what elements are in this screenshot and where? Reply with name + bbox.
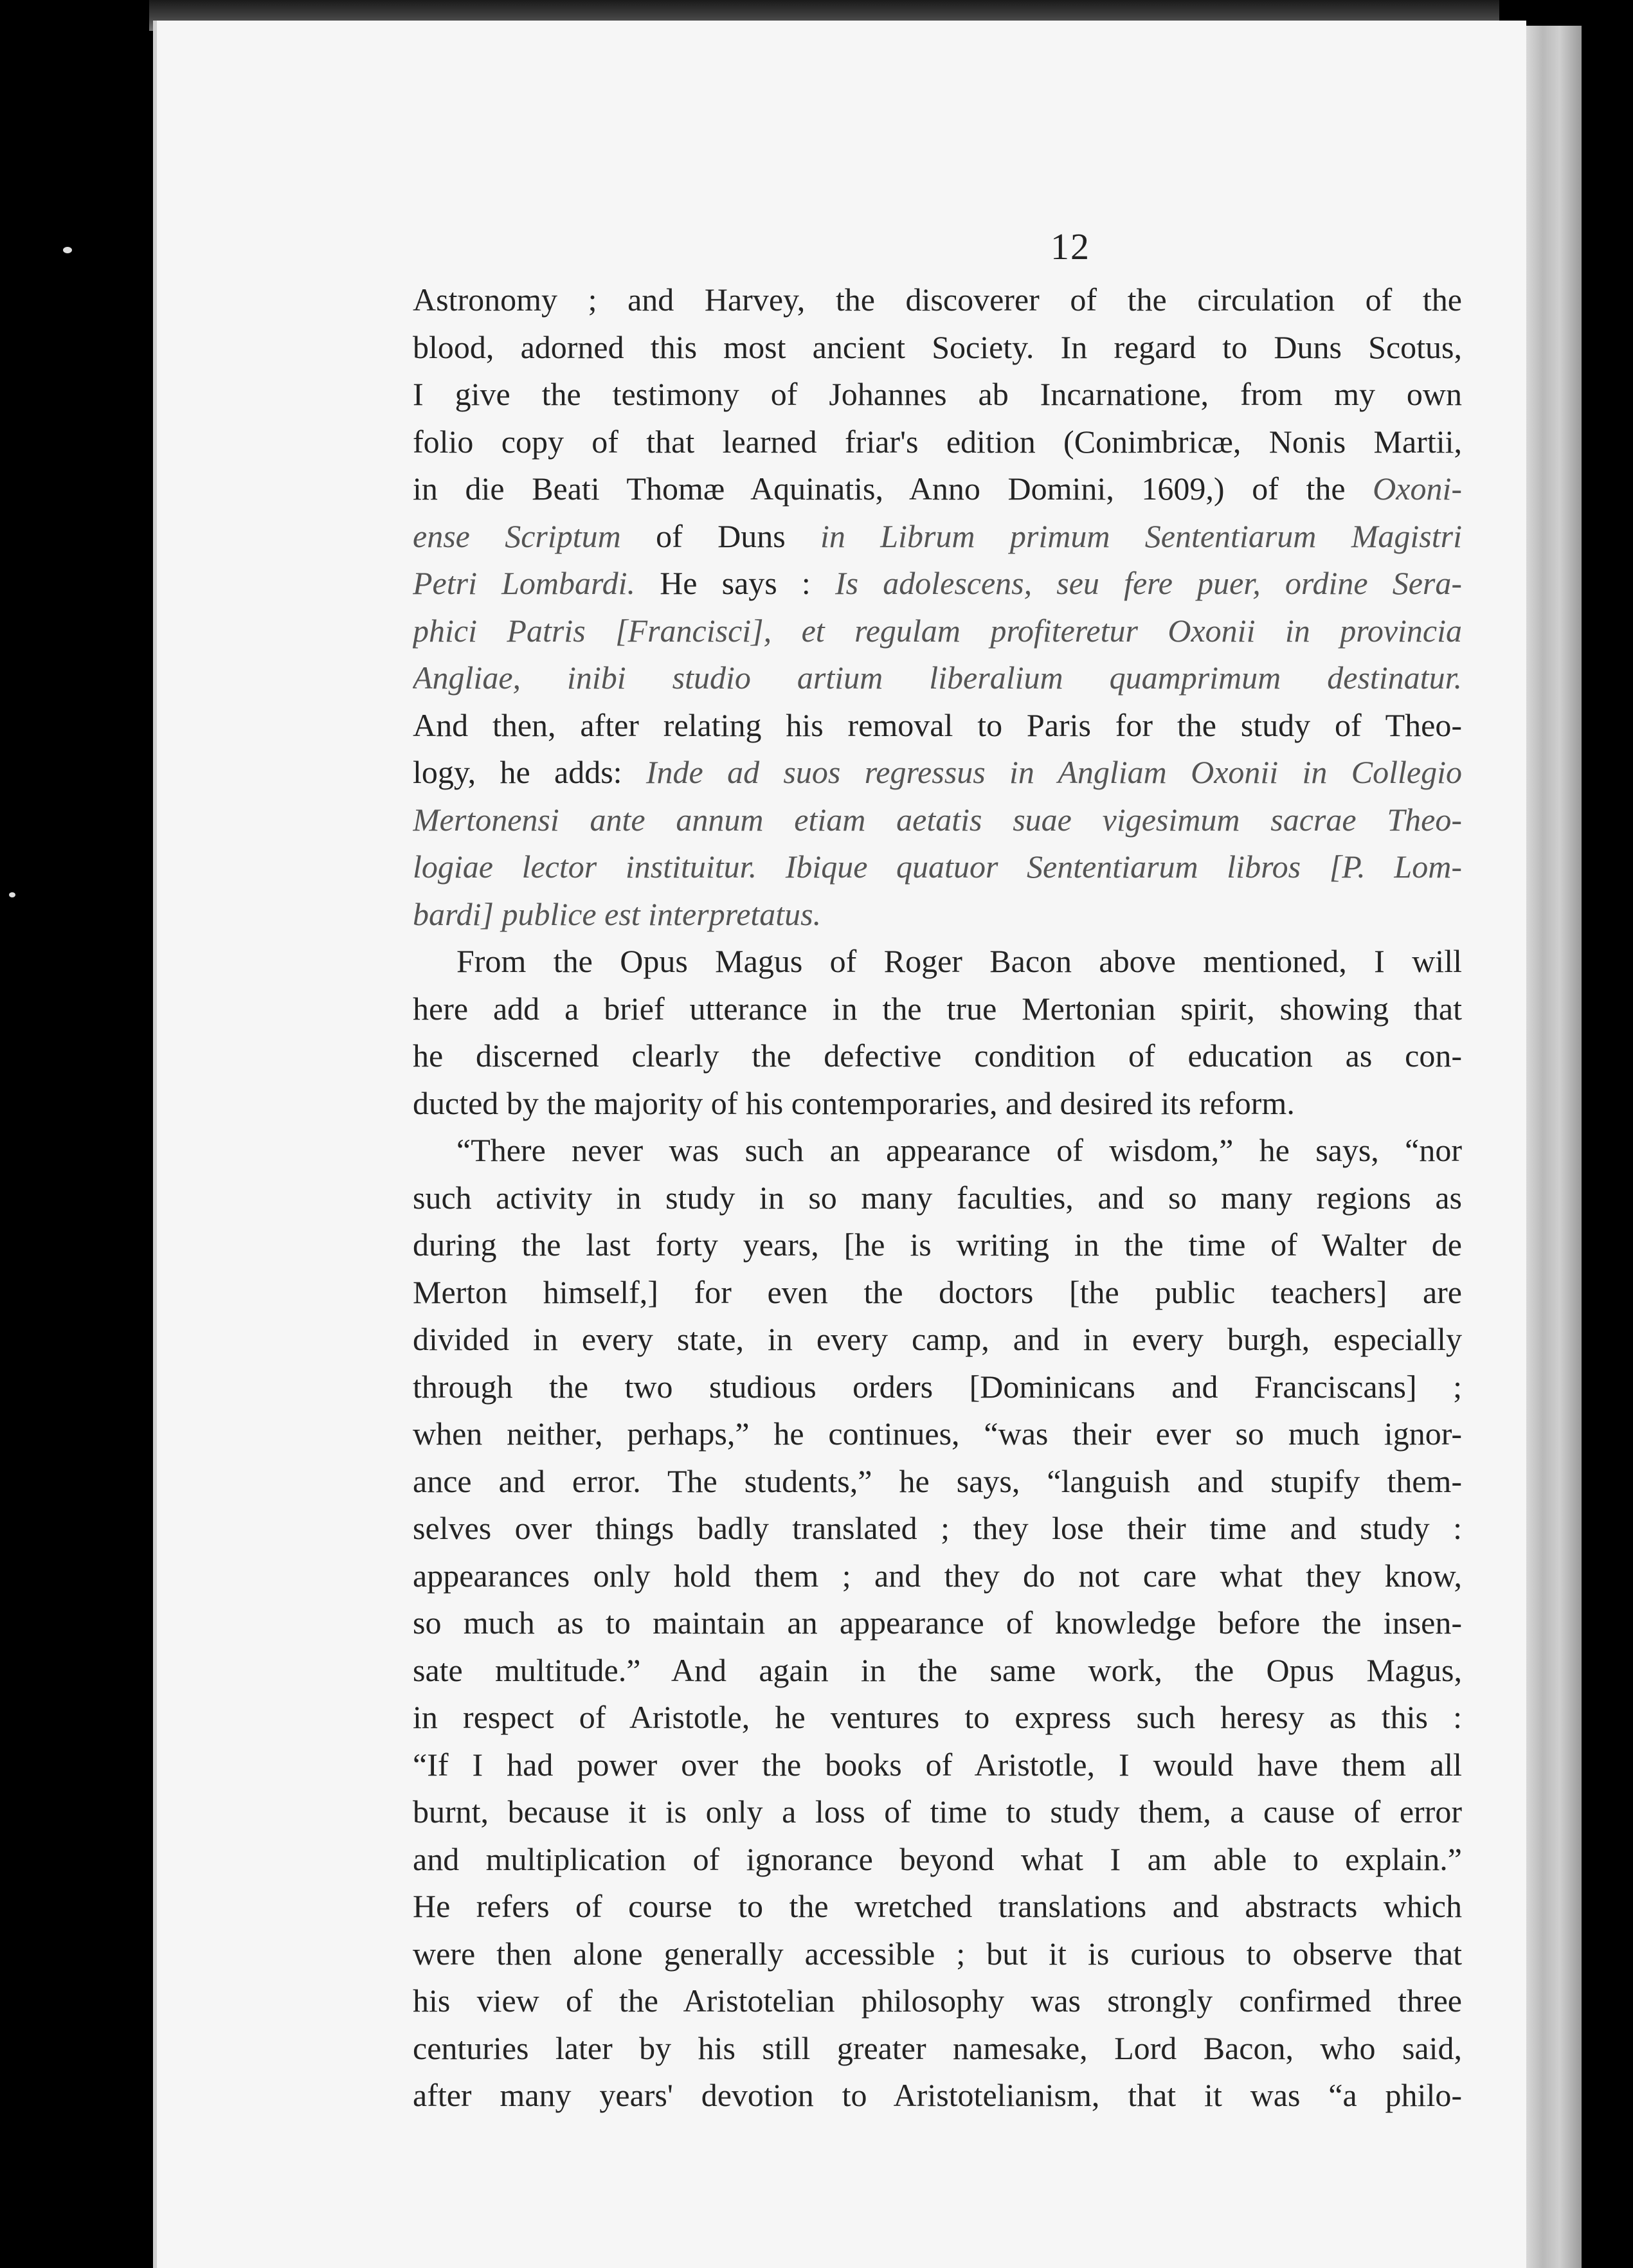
text-segment: From the Opus Magus of Roger Bacon above mentioned, I will: [456, 943, 1462, 979]
text-line: [413, 1127, 1462, 1174]
text-line: [413, 1221, 1462, 1269]
text-line: [413, 938, 1462, 986]
italic-text: in Librum primum Sententiarum Magistri: [820, 518, 1462, 554]
text-line: [413, 1410, 1462, 1458]
text-segment: burnt, because it is only a loss of time to study them, a cause of error: [413, 1794, 1462, 1830]
text-segment: logy, he adds:: [413, 754, 646, 790]
text-segment: he discerned clearly the defective condition of education as con-: [413, 1038, 1462, 1074]
text-line: [413, 1647, 1462, 1695]
text-line: [413, 843, 1462, 891]
text-segment: during the last forty years, [he is writing in the time of Walter de: [413, 1227, 1462, 1263]
text-line: [413, 1742, 1462, 1789]
italic-text: Angliae, inibi studio artium liberalium quamprimum destinatur.: [413, 660, 1462, 696]
text-line: [413, 1931, 1462, 1978]
text-segment: and multiplication of ignorance beyond what I am able to explain.”: [413, 1841, 1462, 1877]
text-line: [413, 1883, 1462, 1931]
text-line: [413, 749, 1462, 797]
text-segment: Merton himself,] for even the doctors [the public teachers] are: [413, 1274, 1462, 1310]
text-line: [413, 654, 1462, 702]
text-segment: blood, adorned this most ancient Society. In regard to Duns Scotus,: [413, 328, 1462, 365]
text-segment: here add a brief utterance in the true Mertonian spirit, showing that: [413, 990, 1462, 1027]
text-segment: so much as to maintain an appearance of knowledge before the insen-: [413, 1605, 1462, 1641]
italic-text: Petri Lombardi.: [413, 565, 636, 601]
text-segment: ducted by the majority of his contemporaries, and desired its reform.: [413, 1084, 1295, 1121]
text-segment: when neither, perhaps,” he continues, “was their ever so much ignor-: [413, 1416, 1462, 1452]
text-line: [413, 1788, 1462, 1836]
text-line: [413, 1977, 1462, 2025]
text-segment: were then alone generally accessible ; but it is curious to observe that: [413, 1935, 1462, 1972]
text-segment: selves over things badly translated ; they lose their time and study :: [413, 1510, 1462, 1546]
text-line: [413, 465, 1462, 513]
text-segment: He refers of course to the wretched translations and abstracts which: [413, 1888, 1462, 1924]
italic-text: ense Scriptum: [413, 518, 621, 554]
text-line: [413, 891, 1462, 939]
text-line: [413, 1080, 1462, 1128]
text-segment: Astronomy ; and Harvey, the discoverer of the circulation of the: [413, 282, 1462, 318]
text-line: [413, 276, 1462, 324]
text-segment: after many years' devotion to Aristotelianism, that it was “a philo-: [413, 2077, 1462, 2113]
text-segment: of Duns: [620, 518, 820, 554]
italic-text: Is adolescens, seu fere puer, ordine Sera-: [835, 565, 1462, 601]
text-line: [413, 1694, 1462, 1742]
text-segment: ance and error. The students,” he says, “languish and stupify them-: [413, 1462, 1462, 1499]
next-page-edge: [1526, 26, 1582, 2268]
text-segment: And then, after relating his removal to Paris for the study of Theo-: [413, 706, 1462, 743]
page-number: 12: [1051, 226, 1090, 267]
body-text: [413, 276, 1462, 2120]
text-line: [413, 1599, 1462, 1647]
text-segment: his view of the Aristotelian philosophy was strongly confirmed three: [413, 1983, 1462, 2019]
italic-text: Oxoni-: [1373, 471, 1462, 507]
text-line: [413, 371, 1462, 419]
text-line: [413, 419, 1462, 466]
text-line: [413, 986, 1462, 1033]
text-line: [413, 1505, 1462, 1553]
italic-text: bardi] publice est interpretatus.: [413, 896, 822, 932]
text-line: [413, 608, 1462, 655]
text-line: [413, 1032, 1462, 1080]
text-segment: appearances only hold them ; and they do not care what they know,: [413, 1557, 1462, 1594]
text-line: [413, 1269, 1462, 1317]
text-line: [413, 1458, 1462, 1506]
text-segment: centuries later by his still greater namesake, Lord Bacon, who said,: [413, 2030, 1462, 2066]
margin-speck: [9, 892, 15, 897]
text-segment: folio copy of that learned friar's edition (Conimbricæ, Nonis Martii,: [413, 423, 1462, 460]
text-line: [413, 2025, 1462, 2073]
text-segment: such activity in study in so many faculties, and so many regions as: [413, 1179, 1462, 1216]
text-line: [413, 1174, 1462, 1222]
italic-text: Inde ad suos regressus in Angliam Oxonii in Collegio: [645, 754, 1462, 790]
text-line: [413, 702, 1462, 750]
text-segment: “If I had power over the books of Aristotle, I would have them all: [413, 1746, 1462, 1783]
text-line: [413, 1836, 1462, 1884]
text-line: [413, 1364, 1462, 1411]
italic-text: phici Patris [Francisci], et regulam profiteretur Oxonii in provincia: [413, 612, 1462, 649]
italic-text: Mertonensi ante annum etiam aetatis suae vigesimum sacrae Theo-: [413, 801, 1462, 838]
text-line: [413, 1553, 1462, 1600]
text-segment: divided in every state, in every camp, and in every burgh, especially: [413, 1321, 1462, 1357]
italic-text: logiae lector instituitur. Ibique quatuor Sententiarum libros [P. Lom-: [413, 849, 1462, 885]
margin-speck: [63, 247, 72, 253]
text-segment: in die Beati Thomæ Aquinatis, Anno Domini, 1609,) of the: [413, 471, 1373, 507]
text-segment: He says :: [635, 565, 835, 601]
text-segment: I give the testimony of Johannes ab Incarnatione, from my own: [413, 376, 1462, 412]
text-segment: in respect of Aristotle, he ventures to express such heresy as this :: [413, 1699, 1462, 1735]
text-line: [413, 797, 1462, 844]
text-segment: “There never was such an appearance of wisdom,” he says, “nor: [456, 1132, 1462, 1168]
text-line: [413, 1316, 1462, 1364]
text-segment: through the two studious orders [Dominicans and Franciscans] ;: [413, 1368, 1462, 1405]
text-line: [413, 513, 1462, 561]
text-line: [413, 560, 1462, 608]
text-line: [413, 324, 1462, 372]
text-segment: sate multitude.” And again in the same work, the Opus Magus,: [413, 1652, 1462, 1688]
text-line: [413, 2072, 1462, 2120]
